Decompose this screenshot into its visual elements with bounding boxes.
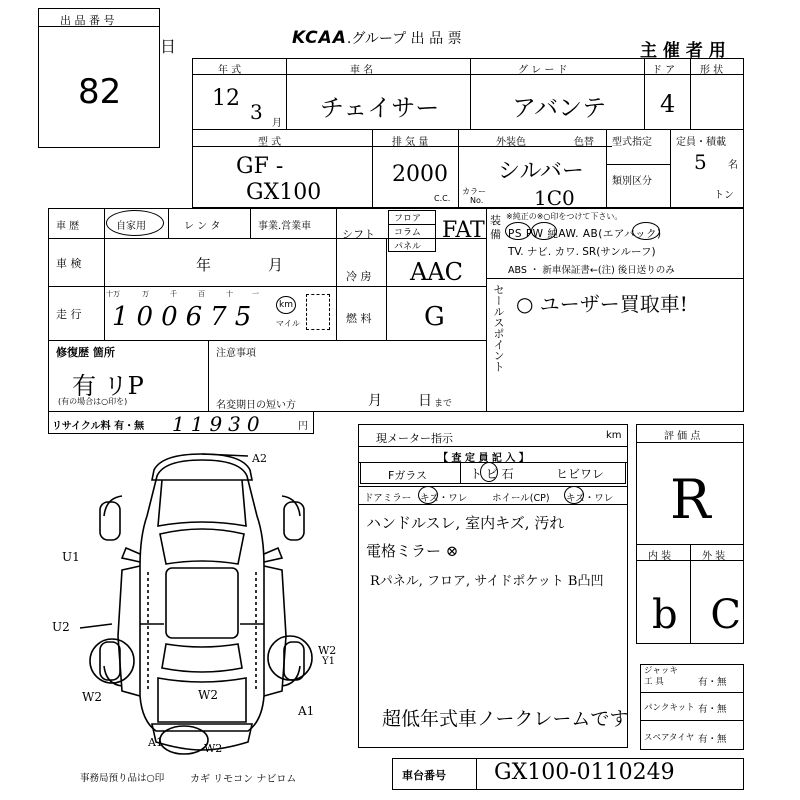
color-no-value: 1C0 [534,186,575,210]
footer-keys-label: 事務局預り品は○印 [80,773,165,784]
grade-label: グ レ ー ド [518,65,568,76]
puncture-label: パンクキット [644,703,695,713]
mark-w2-center: W2 [198,688,218,702]
front-right-wheel [284,502,304,540]
km-unit: km [276,296,296,314]
mark-a2: A2 [252,452,267,465]
left-mirror [122,548,140,562]
ab-circle [632,222,660,240]
pw-circle [531,222,557,240]
mileage-value: 100675 [112,302,260,332]
classification-label: 類別区分 [612,176,652,187]
form-title [292,28,462,48]
type-value-line1: GF - [236,154,284,179]
deadline-day-unit: 日 [418,393,432,409]
displacement-label: 排 気 量 [392,137,429,148]
car-damage-diagram [52,446,352,766]
mark-w2-right-sub: Y1 [322,656,335,667]
color-no-sub: No. [470,196,484,205]
inspector-remark-1: ハンドルスレ, 室内キズ, 汚れ [366,514,565,532]
front-left-wheel [100,502,120,540]
color-change-label: 色替 [574,137,594,148]
crack-label[interactable]: ヒビワレ [556,467,605,481]
mileage-label: 走 行 [56,308,82,321]
inspection-year-unit: 年 [196,256,212,274]
damage-circle-left-rear [90,639,134,683]
deadline-suffix: まで [434,399,453,409]
lot-number-label: 出 品 番 号 [60,14,115,27]
door-mirror-opts[interactable]: キズ・ワレ [420,493,468,504]
month-value: 3 [250,100,263,124]
mile-unit: マイル [276,319,300,328]
grade-value: アバンテ [512,94,607,122]
year-label: 年 式 [218,65,242,76]
model-name-value: チェイサー [320,94,440,122]
footer-items: カギ リモコン ナビロム [190,774,297,785]
scale-1: 一 [252,290,259,298]
inspector-header: 【 査 定 員 記 入 】 [438,453,529,464]
evaluation-score: R [670,468,711,531]
inspector-remark-2: 電格ミラー ⊗ [366,542,459,560]
shape-label: 形 状 [700,65,724,76]
mark-u2: U2 [52,620,70,634]
chip-circle [480,462,498,482]
type-value-line2: GX100 [246,180,322,205]
equipment-note: ※純正の※○印をつけて下さい。 [506,212,623,221]
ps-circle [505,222,531,240]
jack-label: ジャッキ 工 具 [644,666,678,687]
notes-label: 注意事項 [216,348,256,359]
wheel-opts[interactable]: キズ・ワレ [566,493,614,504]
shift-option-panel[interactable]: パネル [394,242,422,252]
type-designation-label: 型式指定 [612,137,652,148]
door-mirror-label: ドアミラー [364,493,412,504]
puncture-opts[interactable]: 有・無 [698,704,727,715]
header-day-char: 日 [160,37,177,56]
repair-note: (有の場合は○印を) [58,397,128,406]
fuel-value: G [424,302,445,332]
history-option-business[interactable]: 事業.営業車 [258,221,312,232]
history-private-circle [106,210,164,236]
meter-unit: km [606,430,622,441]
doors-value: 4 [660,90,676,118]
sales-point-label: セールスポイント [492,284,505,372]
sponsor-label: 主 催 者 用 [640,41,726,61]
capacity-value: 5 [694,150,707,174]
equipment-line1[interactable]: PS PW 純AW. AB(エアバック) [508,228,662,240]
windshield [160,529,244,564]
interior-exterior-value: b C [652,592,751,638]
shift-value: FAT [442,218,485,243]
shift-option-floor[interactable]: フロア [394,214,422,224]
form-title-text: .グループ 出 品 票 [346,31,462,47]
type-label: 型 式 [258,137,282,148]
recycle-label: リサイクル料 有・無 [52,421,145,432]
deadline-label: 名変期日の短い方 [216,400,296,411]
doors-label: ド ア [652,65,676,76]
inspector-remark-4: 超低年式車ノークレームです [382,708,629,730]
spare-opts[interactable]: 有・無 [698,734,727,745]
equipment-line3[interactable]: ABS ・ 新車保証書←(注) 後日送りのみ [508,265,675,276]
mark-a1-right: A1 [298,704,315,718]
ton-unit: トン [714,190,734,201]
model-name-label: 車 名 [350,65,374,76]
displacement-value: 2000 [392,162,448,187]
history-label: 車 歴 [56,221,80,232]
shift-label: シフト [342,228,375,241]
capacity-label: 定員・積載 [676,137,726,148]
fuel-label: 燃 料 [346,312,372,325]
color-label: 外装色 [496,137,526,148]
chip-label[interactable]: ト ビ 石 [470,467,514,481]
rear-left-wheel [100,642,120,680]
chassis-value: GX100-0110249 [494,760,675,785]
inspector-remark-3: Rパネル, フロア, サイドポケット B凸凹 [370,574,604,589]
scale-1k: 千 [170,290,177,298]
windshield-label: Fガラス [388,469,427,482]
meter-label: 現メーター指示 [376,432,453,445]
scale-100k: 十万 [106,290,120,298]
rear-right-wheel [284,642,304,680]
cc-unit: C.C. [434,194,451,203]
mark-w2-right: W2 [318,644,337,657]
wheel-circle [564,486,584,504]
aircon-value: AAC [410,258,464,286]
color-value: シルバー [498,159,584,184]
lot-number-value: 82 [78,72,122,112]
exterior-label: 外 装 [702,551,726,562]
history-option-private[interactable]: 自家用 [116,221,146,232]
mirror-circle [418,486,438,504]
chassis-label: 車台番号 [402,769,446,782]
deadline-month-unit: 月 [368,393,382,409]
sales-point-value: ○ ユーザー買取車! [516,292,688,316]
repair-value: 有 リP [72,372,144,400]
right-mirror [264,548,282,562]
aircon-label: 冷 房 [346,270,372,283]
inspection-label: 車 検 [56,257,82,270]
color-no-label: カラー [462,187,486,196]
year-value: 12 [212,86,240,111]
scale-10: 十 [226,290,233,298]
recycle-value: 11930 [172,412,266,436]
wheel-label: ホイール(CP) [492,493,550,504]
jack-opts[interactable]: 有・無 [698,677,727,688]
mileage-check-box[interactable] [306,294,330,330]
month-unit: 月 [272,118,282,129]
repair-label: 修復歴 箇所 [56,346,115,359]
scale-100: 百 [198,290,205,298]
scale-10k: 万 [142,290,149,298]
rear-window [162,644,242,672]
equipment-line2[interactable]: TV. ナビ. カワ. SR(サンルーフ) [508,246,656,258]
shift-option-column[interactable]: コラム [394,228,421,238]
recycle-unit: 円 [298,421,308,432]
interior-label: 内 装 [648,551,672,562]
brand-logo: KCAA [292,28,347,48]
inspection-month-unit: 月 [268,256,284,274]
capacity-unit: 名 [728,160,738,171]
mark-w2-left: W2 [82,690,102,704]
mark-a1-bottom: A1 [148,736,163,749]
evaluation-label: 評 価 点 [664,431,701,442]
rear-bumper [152,724,252,750]
mark-u1: U1 [62,550,80,564]
mark-w2-bottom: W2 [204,742,223,755]
front-bumper [152,454,252,480]
equipment-label: 装備 [490,214,501,241]
history-option-rental[interactable]: レ ン タ [184,221,221,232]
spare-label: スペアタイヤ [644,733,695,743]
